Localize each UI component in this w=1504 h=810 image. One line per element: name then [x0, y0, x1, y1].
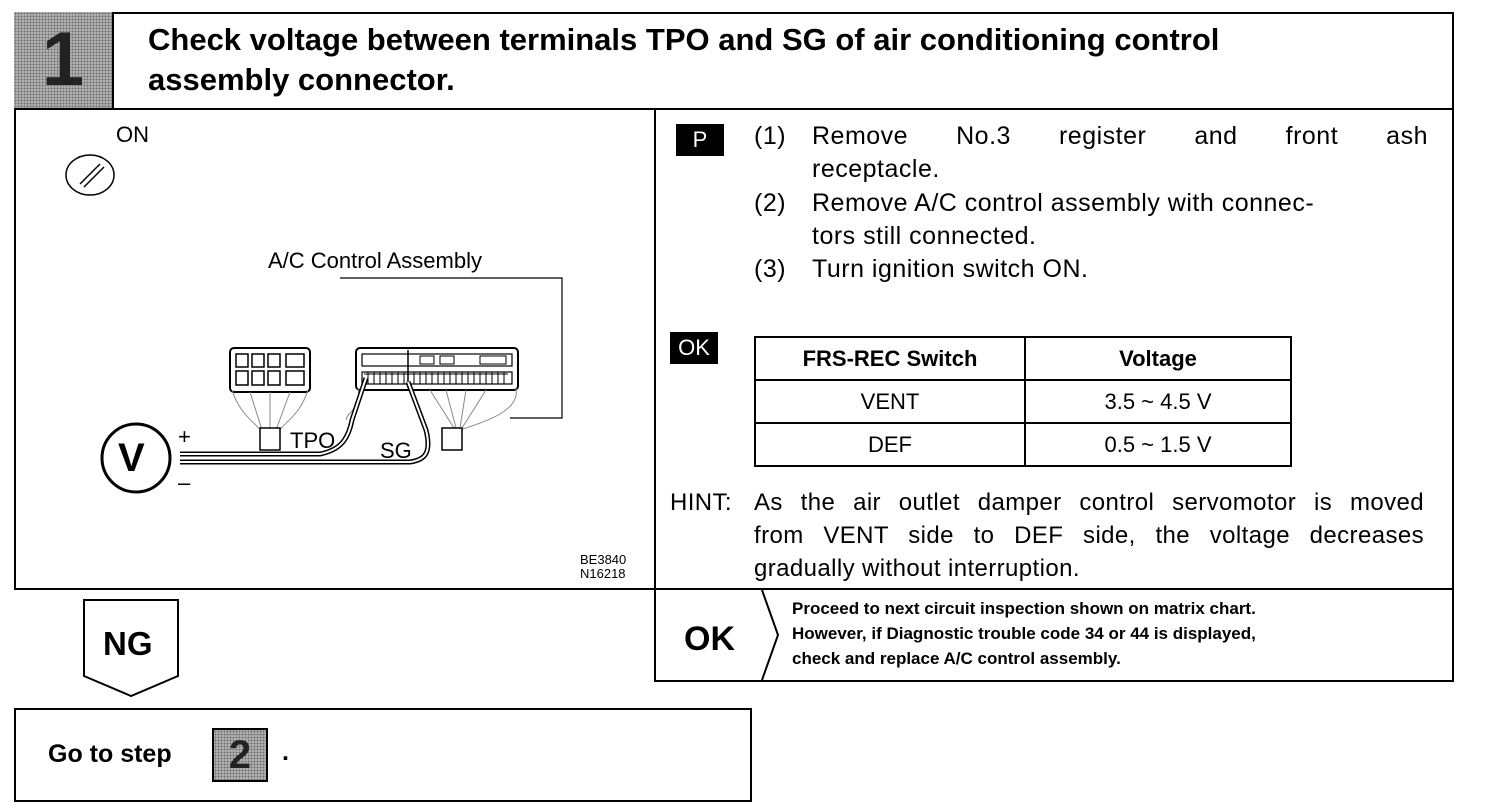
minus-sign: – — [178, 470, 191, 495]
column-header: Voltage — [1025, 337, 1291, 380]
figure-code: BE3840 N16218 — [580, 552, 627, 581]
procedure-badge: P — [676, 124, 724, 156]
table-header-row — [755, 337, 1291, 380]
goto-period: . — [282, 738, 289, 766]
tpo-label: TPO — [290, 428, 336, 453]
voltage-spec-table — [754, 336, 1292, 467]
ng-result-label: NG — [103, 625, 153, 662]
table-cell: 0.5 ~ 1.5 V — [1025, 423, 1291, 466]
table-cell: DEF — [755, 423, 1025, 466]
goto-step-text: Go to step — [48, 740, 172, 768]
table-cell: VENT — [755, 380, 1025, 423]
hint-block: HINT: As the air outlet damper control servomotor is moved from VENT side to DEF side, the voltage decreases gradually without interruption. — [670, 489, 1424, 582]
ok-result-label: OK — [684, 620, 735, 658]
procedure-step-3: (3) Turn ignition switch ON. — [754, 255, 1089, 283]
voltmeter-label: V — [118, 436, 145, 480]
sg-label: SG — [380, 438, 412, 463]
ok-arrow-divider — [756, 590, 786, 680]
procedure-step-2: (2) Remove A/C control assembly with connec- tors still connected. — [754, 189, 1315, 250]
large-connector — [346, 348, 518, 450]
assembly-label: A/C Control Assembly — [268, 248, 482, 273]
connector-diagram — [90, 270, 590, 500]
ok-spec-badge: OK — [670, 332, 718, 364]
step-number-badge: 1 — [14, 12, 114, 108]
table-row — [755, 423, 1291, 466]
ignition-key-icon — [62, 152, 118, 198]
column-header: FRS-REC Switch — [755, 337, 1025, 380]
plus-sign: + — [178, 424, 191, 449]
table-row — [755, 380, 1291, 423]
goto-step-number[interactable]: 2 — [212, 728, 268, 782]
ok-result-text: Proceed to next circuit inspection shown on matrix chart. However, if Diagnostic trouble code 34 or 44 is displayed, check and replace A/C control assembly. — [792, 599, 1256, 668]
ignition-label: ON — [116, 122, 149, 147]
step-title: Check voltage between terminals TPO and SG of air conditioning control assembly connector. — [148, 22, 1220, 97]
procedure-step-1: (1) Remove No.3 register and front ash receptacle. — [754, 122, 1428, 183]
table-cell: 3.5 ~ 4.5 V — [1025, 380, 1291, 423]
